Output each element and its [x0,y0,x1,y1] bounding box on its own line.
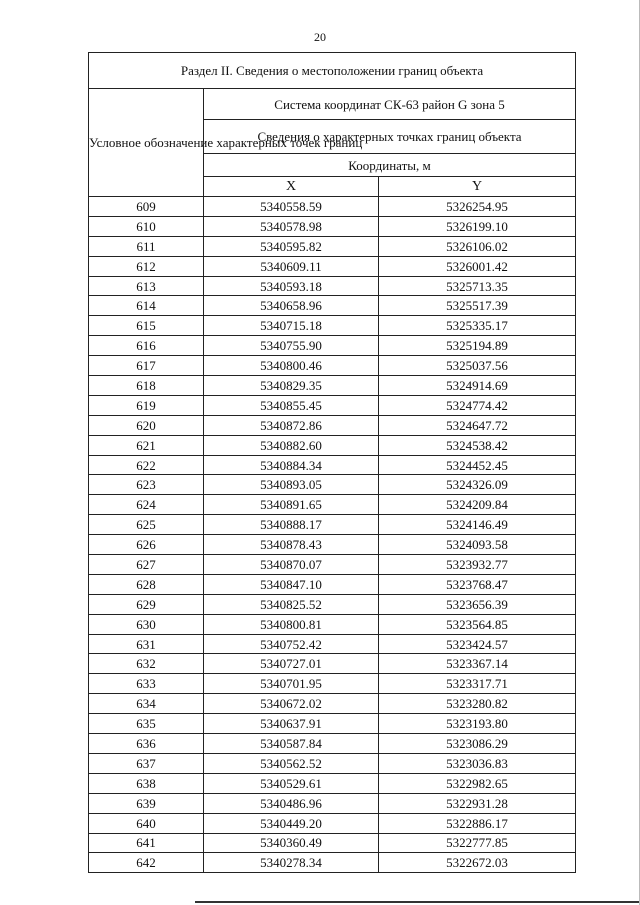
point-number-cell: 625 [89,515,204,535]
y-coordinate-cell: 5323656.39 [379,594,576,614]
y-coordinate-cell: 5323367.14 [379,654,576,674]
y-coordinate-cell: 5325517.39 [379,296,576,316]
table-row [89,793,576,813]
y-coordinate-cell: 5323086.29 [379,734,576,754]
point-number-cell: 632 [89,654,204,674]
table-row [89,714,576,734]
bottom-rule [195,901,640,903]
point-number-cell: 635 [89,714,204,734]
table-row [89,336,576,356]
y-coordinate-cell: 5324538.42 [379,435,576,455]
point-number-cell: 638 [89,773,204,793]
y-coordinate-cell: 5325194.89 [379,336,576,356]
x-coordinate-cell: 5340884.34 [204,455,379,475]
x-coordinate-cell: 5340829.35 [204,376,379,396]
x-coordinate-cell: 5340587.84 [204,734,379,754]
point-number-cell: 611 [89,236,204,256]
point-number-cell: 629 [89,594,204,614]
point-number-cell: 631 [89,634,204,654]
point-number-cell: 622 [89,455,204,475]
table-row [89,455,576,475]
table-row [89,654,576,674]
x-coordinate-cell: 5340658.96 [204,296,379,316]
y-coordinate-cell: 5325713.35 [379,276,576,296]
table-row [89,753,576,773]
table-row [89,316,576,336]
point-number-cell: 615 [89,316,204,336]
x-coordinate-cell: 5340562.52 [204,753,379,773]
coordinate-system-header: Система координат СК-63 район G зона 5 [204,89,576,120]
point-number-cell: 642 [89,853,204,873]
point-number-cell: 637 [89,753,204,773]
table-row [89,694,576,714]
table-row [89,634,576,654]
table-body [89,197,576,873]
table-row [89,813,576,833]
point-number-cell: 623 [89,475,204,495]
table-row [89,555,576,575]
table-row [89,833,576,853]
y-coordinate-cell: 5323768.47 [379,574,576,594]
point-number-cell: 627 [89,555,204,575]
table-row [89,614,576,634]
y-coordinate-cell: 5323317.71 [379,674,576,694]
y-coordinate-cell: 5325037.56 [379,356,576,376]
y-coordinate-cell: 5324093.58 [379,535,576,555]
y-coordinate-cell: 5324326.09 [379,475,576,495]
point-number-cell: 621 [89,435,204,455]
coordinates-table [88,52,576,873]
table-row [89,853,576,873]
table-row [89,674,576,694]
x-coordinate-cell: 5340578.98 [204,216,379,236]
table-row [89,495,576,515]
point-number-cell: 628 [89,574,204,594]
y-coordinate-cell: 5322931.28 [379,793,576,813]
x-coordinate-cell: 5340595.82 [204,236,379,256]
x-coordinate-cell: 5340855.45 [204,395,379,415]
x-coordinate-cell: 5340593.18 [204,276,379,296]
y-coordinate-cell: 5324774.42 [379,395,576,415]
y-coordinate-cell: 5324914.69 [379,376,576,396]
y-coordinate-cell: 5322886.17 [379,813,576,833]
y-coordinate-cell: 5322672.03 [379,853,576,873]
x-coordinate-cell: 5340888.17 [204,515,379,535]
x-coordinate-cell: 5340701.95 [204,674,379,694]
y-coordinate-cell: 5323193.80 [379,714,576,734]
table-row [89,356,576,376]
table-row [89,574,576,594]
point-number-cell: 630 [89,614,204,634]
table-row [89,296,576,316]
point-number-cell: 609 [89,197,204,217]
table-row [89,594,576,614]
points-info-header: Сведения о характерных точках границ объекта [204,120,576,154]
x-coordinate-cell: 5340893.05 [204,475,379,495]
table-row [89,216,576,236]
point-number-cell: 617 [89,356,204,376]
y-coordinate-cell: 5325335.17 [379,316,576,336]
section-title: Раздел II. Сведения о местоположении границ объекта [89,53,576,89]
table-row [89,276,576,296]
x-coordinate-cell: 5340870.07 [204,555,379,575]
point-number-cell: 610 [89,216,204,236]
table-row [89,236,576,256]
x-coordinate-cell: 5340672.02 [204,694,379,714]
x-coordinate-cell: 5340800.46 [204,356,379,376]
x-coordinate-cell: 5340878.43 [204,535,379,555]
x-coordinate-cell: 5340755.90 [204,336,379,356]
y-coordinate-cell: 5324146.49 [379,515,576,535]
x-coordinate-cell: 5340825.52 [204,594,379,614]
x-coordinate-cell: 5340449.20 [204,813,379,833]
point-number-cell: 633 [89,674,204,694]
point-number-cell: 619 [89,395,204,415]
point-number-cell: 640 [89,813,204,833]
y-coordinate-cell: 5323424.57 [379,634,576,654]
x-coordinate-cell: 5340715.18 [204,316,379,336]
table-row [89,773,576,793]
y-coordinate-cell: 5322982.65 [379,773,576,793]
table-header [89,53,576,197]
x-coordinate-cell: 5340558.59 [204,197,379,217]
table-row [89,395,576,415]
point-number-cell: 614 [89,296,204,316]
coordinates-unit-header: Координаты, м [204,154,576,177]
y-coordinate-cell: 5326254.95 [379,197,576,217]
y-coordinate-cell: 5323036.83 [379,753,576,773]
point-number-cell: 641 [89,833,204,853]
y-coordinate-cell: 5323564.85 [379,614,576,634]
point-number-cell: 613 [89,276,204,296]
x-coordinate-cell: 5340609.11 [204,256,379,276]
y-coordinate-cell: 5323932.77 [379,555,576,575]
y-coordinate-cell: 5326106.02 [379,236,576,256]
y-coordinate-cell: 5326001.42 [379,256,576,276]
point-number-cell: 612 [89,256,204,276]
y-coordinate-cell: 5324452.45 [379,455,576,475]
table-row [89,376,576,396]
point-number-cell: 626 [89,535,204,555]
x-coordinate-cell: 5340727.01 [204,654,379,674]
y-coordinate-cell: 5324647.72 [379,415,576,435]
x-coordinate-cell: 5340637.91 [204,714,379,734]
point-number-cell: 639 [89,793,204,813]
table-row [89,256,576,276]
table-row [89,475,576,495]
point-designation-header: Условное обозначение характерных точек границ [89,89,204,197]
x-coordinate-cell: 5340891.65 [204,495,379,515]
x-coordinate-cell: 5340278.34 [204,853,379,873]
y-coordinate-cell: 5322777.85 [379,833,576,853]
y-column-header: Y [379,177,576,197]
y-coordinate-cell: 5324209.84 [379,495,576,515]
point-number-cell: 620 [89,415,204,435]
x-column-header: X [204,177,379,197]
x-coordinate-cell: 5340882.60 [204,435,379,455]
point-number-cell: 634 [89,694,204,714]
y-coordinate-cell: 5326199.10 [379,216,576,236]
table-row [89,197,576,217]
x-coordinate-cell: 5340529.61 [204,773,379,793]
table-row [89,734,576,754]
y-coordinate-cell: 5323280.82 [379,694,576,714]
table-row [89,435,576,455]
x-coordinate-cell: 5340360.49 [204,833,379,853]
point-number-cell: 616 [89,336,204,356]
table-row [89,515,576,535]
x-coordinate-cell: 5340847.10 [204,574,379,594]
x-coordinate-cell: 5340872.86 [204,415,379,435]
x-coordinate-cell: 5340486.96 [204,793,379,813]
point-number-cell: 618 [89,376,204,396]
x-coordinate-cell: 5340800.81 [204,614,379,634]
page-number: 20 [314,30,326,44]
table-row [89,415,576,435]
table-row [89,535,576,555]
point-number-cell: 624 [89,495,204,515]
point-number-cell: 636 [89,734,204,754]
x-coordinate-cell: 5340752.42 [204,634,379,654]
